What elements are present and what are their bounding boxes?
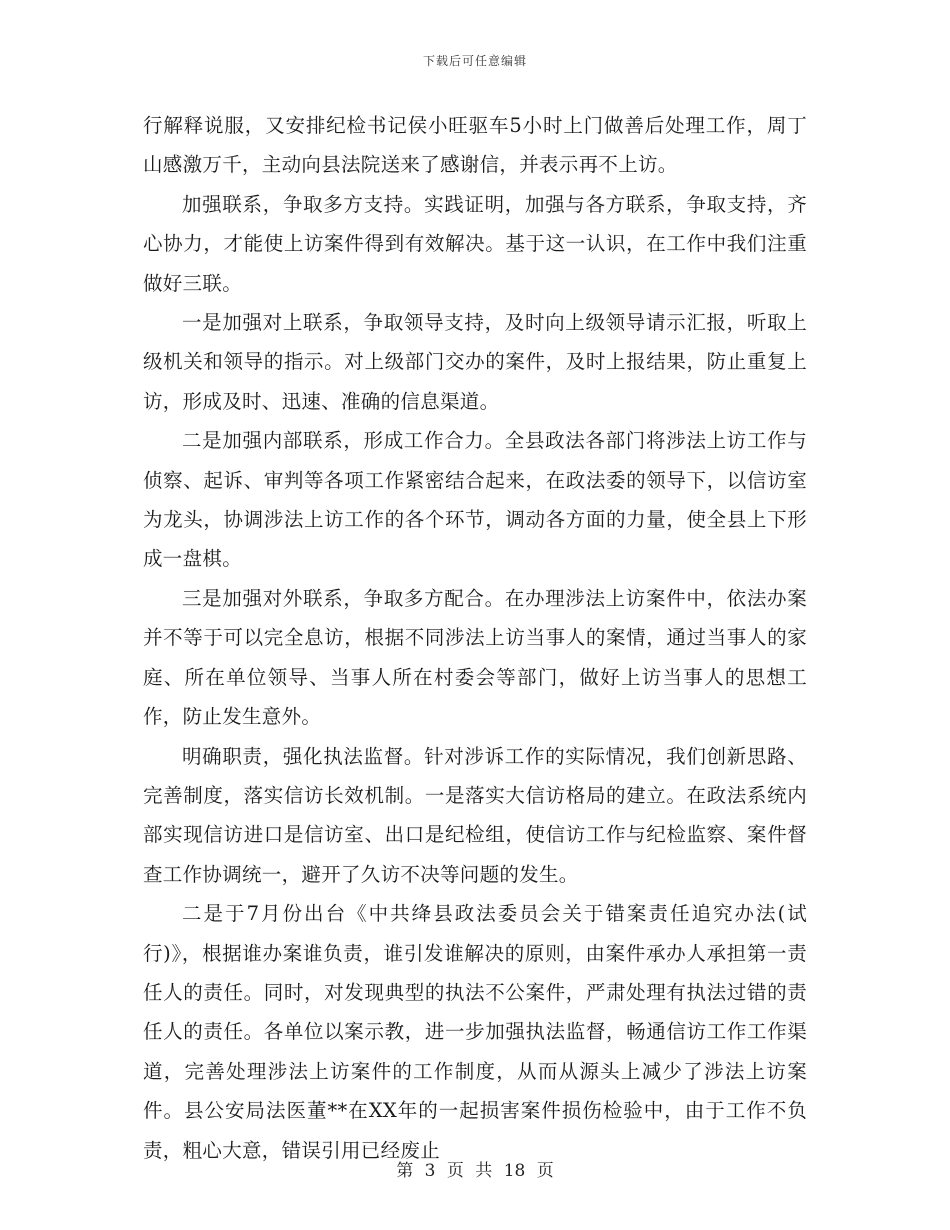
document-body xyxy=(143,106,807,1170)
paragraph: 一是加强对上联系，争取领导支持，及时向上级领导请示汇报，听取上级机关和领导的指示。对上级部门交办的案件，及时上报结果，防止重复上访，形成及时、迅速、准确的信息渠道。 xyxy=(143,311,807,413)
page-header-note: 下载后可任意编辑 xyxy=(422,54,527,68)
paragraph: 加强联系，争取多方支持。实践证明，加强与各方联系，争取支持，齐心协力，才能使上访案件得到有效解决。基于这一认识，在工作中我们注重做好三联。 xyxy=(143,192,807,295)
paragraph: 二是加强内部联系，形成工作合力。全县政法各部门将涉法上访工作与侦察、起诉、审判等各项工作紧密结合起来，在政法委的领导下，以信访室为龙头，协调涉法上访工作的各个环节，调动各方面的力量，使全县上下形成一盘棋。 xyxy=(143,429,807,571)
page-number: 第 3 页 共 18 页 xyxy=(396,1161,554,1181)
paragraph: 三是加强对外联系，争取多方配合。在办理涉法上访案件中，依法办案并不等于可以完全息访，根据不同涉法上访当事人的案情，通过当事人的家庭、所在单位领导、当事人所在村委会等部门，做好上访当事人的思想工作，防止发生意外。 xyxy=(143,586,807,729)
paragraph: 二是于7月份出台《中共绛县政法委员会关于错案责任追究办法(试行)》，根据谁办案谁负责，谁引发谁解决的原则，由案件承办人承担第一责任人的责任。同时，对发现典型的执法不公案件，严肃处理有执法过错的责任人的责任。各单位以案示教，进一步加强执法监督，畅通信访工作工作渠道，完善处理涉法上访案件的工作制度，从而从源头上减少了涉法上访案件。县公安局法医董**在XX年的一起损害案件损伤检验中，由于工作不负责，粗心大意，错误引用已经废止 xyxy=(143,902,807,1162)
paragraph: 明确职责，强化执法监督。针对涉诉工作的实际情况，我们创新思路、完善制度，落实信访长效机制。一是落实大信访格局的建立。在政法系统内部实现信访进口是信访室、出口是纪检组，使信访工作与纪检监察、案件督查工作协调统一，避开了久访不决等问题的发生。 xyxy=(143,744,807,886)
paragraph: 行解释说服，又安排纪检书记侯小旺驱车5小时上门做善后处理工作，周丁山感激万千，主动向县法院送来了感谢信，并表示再不上访。 xyxy=(143,114,807,177)
